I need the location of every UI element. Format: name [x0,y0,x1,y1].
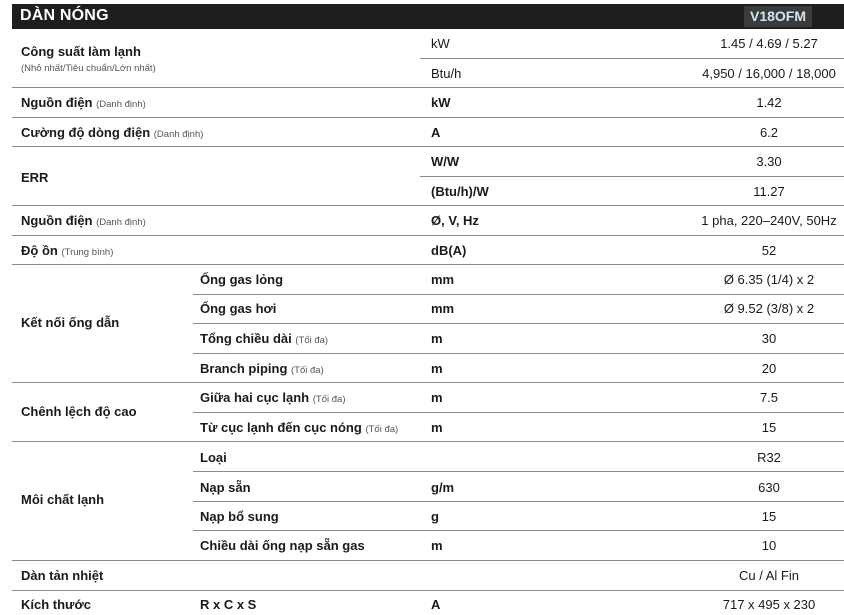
power-input-note: (Danh định) [96,99,146,110]
table-header [12,4,844,29]
current-note: (Danh định) [153,129,204,140]
row-divider [12,382,844,383]
row-divider [12,441,844,442]
piping-liquid-unit: mm [431,272,455,287]
refrigerant-label: Môi chất lạnh [21,492,105,507]
row-divider [12,235,844,236]
refrigerant-precharge-unit: g/m [431,480,455,495]
piping-branch-label: Branch piping (Tối đa) [200,361,324,376]
height-outdoor-unit: m [431,420,443,435]
refrigerant-precharge-value: 630 [758,480,780,495]
current-unit: A [431,125,441,140]
power-supply-value: 1 pha, 220–240V, 50Hz [701,213,837,228]
row-divider [193,501,844,502]
dimensions-sub: R x C x S [200,597,257,612]
err-unit-ww: W/W [431,154,460,169]
piping-total-unit: m [431,331,443,346]
power-input-label: Nguồn điện (Danh định) [21,95,146,110]
capacity-unit-btu: Btu/h [431,66,462,81]
capacity-value-btu: 4,950 / 16,000 / 18,000 [702,66,836,81]
height-diff-label: Chênh lệch độ cao [21,404,137,419]
row-divider [193,323,844,324]
dimensions-label: Kích thước [21,597,91,612]
piping-gas-label: Ống gas hơi [200,301,277,316]
row-divider [12,264,844,265]
row-divider [193,294,844,295]
power-input-unit: kW [431,95,451,110]
refrigerant-additional-label: Nạp bổ sung [200,509,279,524]
row-divider [193,530,844,531]
power-supply-label: Nguồn điện (Danh định) [21,213,146,228]
power-input-value: 1.42 [756,95,782,110]
piping-liquid-label: Ống gas lỏng [200,272,284,287]
row-divider [12,117,844,118]
dimensions-value: 717 x 495 x 230 [722,597,816,612]
refrigerant-type-label: Loại [200,450,227,465]
capacity-sublabel: (Nhỏ nhất/Tiêu chuẩn/Lớn nhất) [21,63,156,74]
row-divider [420,58,844,59]
refrigerant-length-value: 10 [761,538,777,553]
piping-total-label: Tổng chiều dài (Tối đa) [200,331,329,346]
err-value-btu: 11.27 [753,184,785,199]
piping-branch-value: 20 [761,361,777,376]
refrigerant-length-label: Chiều dài ống nạp sẵn gas [200,538,365,553]
capacity-unit-kw: kW [431,36,450,51]
current-value: 6.2 [759,125,779,140]
section-title: DÀN NÓNG [20,7,109,24]
refrigerant-length-unit: m [431,538,443,553]
piping-gas-unit: mm [431,301,455,316]
row-divider [12,590,844,591]
noise-label: Độ ồn (Trung bình) [21,243,114,258]
height-outdoor-label: Từ cục lạnh đến cục nóng (Tối đa) [200,420,399,435]
row-divider [193,353,844,354]
height-outdoor-note: (Tối đa) [365,424,399,435]
heat-exchanger-label: Dàn tản nhiệt [21,568,104,583]
current-label: Cường độ dòng điện (Danh định) [21,125,204,140]
piping-total-note: (Tối đa) [295,335,329,346]
height-outdoor-value: 15 [761,420,777,435]
height-indoor-value: 7.5 [759,390,779,405]
piping-label: Kết nối ống dẫn [21,315,120,330]
piping-gas-value: Ø 9.52 (3/8) x 2 [723,301,815,316]
row-divider [193,412,844,413]
capacity-value-kw: 1.45 / 4.69 / 5.27 [720,36,818,51]
err-value-ww: 3.30 [756,154,782,169]
piping-branch-note: (Tối đa) [291,365,324,376]
noise-unit: dB(A) [431,243,467,258]
refrigerant-precharge-label: Nạp sẵn [200,480,251,495]
row-divider [420,176,844,177]
row-divider [12,146,844,147]
noise-value: 52 [761,243,777,258]
refrigerant-additional-unit: g [431,509,439,524]
height-indoor-unit: m [431,390,443,405]
noise-note: (Trung bình) [61,247,114,258]
model-badge: V18OFM [744,6,812,27]
power-supply-unit: Ø, V, Hz [431,213,479,228]
row-divider [12,87,844,88]
refrigerant-additional-value: 15 [761,509,777,524]
piping-branch-unit: m [431,361,443,376]
capacity-label: Công suất làm lạnh [21,44,141,59]
err-label: ERR [21,170,49,185]
height-indoor-note: (Tối đa) [312,394,346,405]
power-supply-note: (Danh định) [96,217,146,228]
err-unit-btu: (Btu/h)/W [431,184,489,199]
dimensions-unit: A [431,597,441,612]
refrigerant-type-value: R32 [757,450,781,465]
piping-total-value: 30 [761,331,777,346]
row-divider [12,560,844,561]
height-indoor-label: Giữa hai cục lạnh (Tối đa) [200,390,346,405]
heat-exchanger-value: Cu / Al Fin [739,568,799,583]
row-divider [12,205,844,206]
row-divider [193,471,844,472]
piping-liquid-value: Ø 6.35 (1/4) x 2 [723,272,815,287]
